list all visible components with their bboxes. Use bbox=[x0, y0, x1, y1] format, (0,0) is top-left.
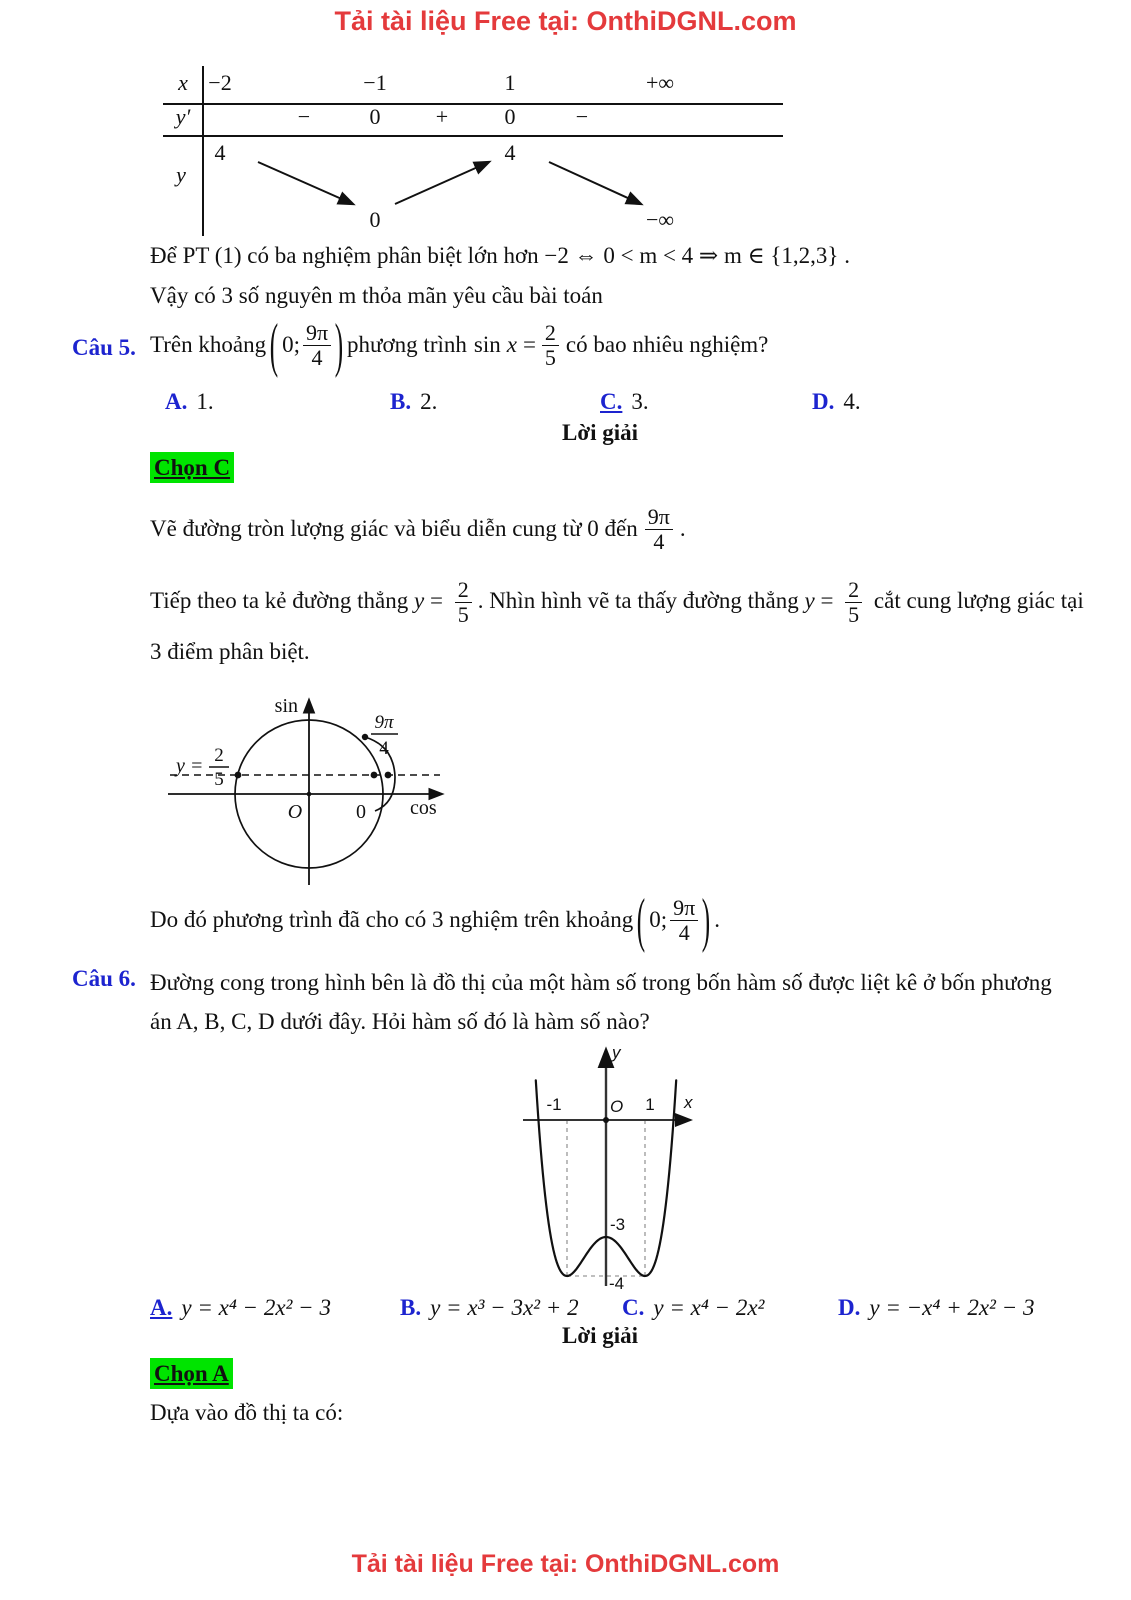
vt-yprime-sign: 0 bbox=[504, 104, 516, 129]
nine-pi-over-4-fraction: $\frac{9\pi}{4}$ bbox=[645, 505, 673, 554]
vt-x-value: −1 bbox=[363, 70, 387, 95]
interval-fraction: $\frac{9\pi}{4}$ bbox=[670, 896, 698, 945]
cau6-option-a bbox=[150, 1292, 331, 1323]
graph-x1-label: 1 bbox=[645, 1095, 655, 1114]
interval-fraction: $\frac{9\pi}{4}$ bbox=[303, 321, 331, 370]
sol-text: cắt cung lượng giác tại 3 điểm phân biệt. bbox=[150, 588, 1084, 664]
cau5-option-c bbox=[600, 386, 649, 417]
option-letter: A. bbox=[165, 389, 188, 414]
option-letter: D. bbox=[838, 1295, 861, 1320]
vt-y-end: −∞ bbox=[645, 207, 675, 232]
decrease-arrow bbox=[258, 162, 353, 204]
solution4-line2: Vậy có 3 số nguyên m thỏa mãn yêu cầu bài toán bbox=[150, 283, 603, 308]
cau5-conclusion bbox=[150, 886, 720, 954]
option-letter: D. bbox=[812, 389, 835, 414]
vt-y-min: 0 bbox=[369, 207, 381, 232]
vt-x-value: −2 bbox=[208, 70, 232, 95]
option-letter-correct: C. bbox=[600, 389, 623, 414]
two-fifths-fraction: $\frac{2}{5}$ bbox=[455, 578, 472, 627]
cau6-option-b bbox=[400, 1292, 579, 1323]
cau6-loi-giai-heading: Lời giải bbox=[562, 1323, 638, 1348]
option-formula: y = x⁴ − 2x² bbox=[653, 1295, 765, 1320]
footer-banner: Tải tài liệu Free tại: OnthiDGNL.com bbox=[351, 1550, 780, 1578]
option-formula: y = x⁴ − 2x² − 3 bbox=[181, 1295, 331, 1320]
header-banner: Tải tài liệu Free tại: OnthiDGNL.com bbox=[334, 6, 797, 36]
option-formula: y = −x⁴ + 2x² − 3 bbox=[869, 1295, 1035, 1320]
cau6-label: Câu 6. bbox=[72, 966, 136, 991]
graph-x-label: x bbox=[684, 1093, 693, 1112]
sin-symbol: sin bbox=[473, 332, 501, 358]
vt-x-label: x bbox=[178, 70, 188, 95]
option-text: 2. bbox=[420, 389, 438, 414]
cau5-chosen-answer: Chọn C bbox=[150, 452, 234, 483]
sin-axis-label: sin bbox=[274, 695, 298, 717]
cau6-chosen-answer: Chọn A bbox=[150, 1358, 233, 1389]
cau5-question bbox=[150, 306, 768, 384]
equals-sign: = bbox=[820, 588, 834, 613]
conclusion-text: Do đó phương trình đã cho có 3 nghiệm trên khoảng bbox=[150, 907, 634, 933]
open-paren: ( bbox=[269, 311, 279, 378]
quartic-graph-figure bbox=[492, 1036, 712, 1292]
increase-arrow bbox=[395, 162, 489, 204]
option-text: 1. bbox=[196, 389, 214, 414]
option-letter: B. bbox=[390, 389, 412, 414]
cau5-option-d bbox=[812, 386, 861, 417]
graph-xm1-label: -1 bbox=[546, 1095, 562, 1114]
var-y: y bbox=[413, 588, 425, 613]
var-x: x bbox=[506, 332, 517, 358]
intersection-dot bbox=[385, 772, 392, 779]
variation-table bbox=[163, 66, 785, 238]
close-paren: ) bbox=[334, 311, 344, 378]
sol-text: Tiếp theo ta kẻ đường thẳng bbox=[150, 588, 409, 613]
variation-arrows bbox=[163, 66, 785, 238]
origin-label: O bbox=[287, 801, 303, 823]
sol-text: Vẽ đường tròn lượng giác và biểu diễn cung từ 0 đến bbox=[150, 516, 638, 542]
option-text: 4. bbox=[843, 389, 861, 414]
arc-end-dot bbox=[362, 734, 368, 740]
vt-yprime-sign: + bbox=[435, 104, 449, 129]
cau5-sol-line1 bbox=[150, 498, 686, 560]
vt-y-max: 4 bbox=[504, 140, 516, 165]
y-eq-label: y = bbox=[176, 755, 204, 777]
frac25-num: 2 bbox=[214, 745, 224, 766]
interval-start: 0; bbox=[282, 332, 300, 358]
cau5-option-a bbox=[165, 386, 214, 417]
frac25-den: 5 bbox=[214, 769, 224, 790]
cos-axis-label: cos bbox=[410, 797, 437, 819]
equals-sign: = bbox=[429, 588, 443, 613]
interval bbox=[649, 896, 698, 945]
cau5-option-b bbox=[390, 386, 437, 417]
graph-y-label: y bbox=[612, 1043, 621, 1062]
close-paren: ) bbox=[702, 886, 711, 953]
cau5-label: Câu 5. bbox=[72, 335, 136, 360]
option-letter-correct: A. bbox=[150, 1295, 173, 1320]
vt-y-label: y bbox=[176, 162, 186, 187]
cau5-sol-line2 bbox=[150, 576, 1085, 677]
cau5-equation bbox=[474, 321, 559, 370]
period: . bbox=[714, 907, 720, 933]
cau5-loi-giai-heading: Lời giải bbox=[562, 420, 638, 445]
option-letter: B. bbox=[400, 1295, 422, 1320]
sol-text: . Nhìn hình vẽ ta thấy đường thẳng bbox=[477, 588, 799, 613]
two-fifths-fraction: $\frac{2}{5}$ bbox=[845, 578, 862, 627]
two-fifths-fraction: $\frac{2}{5}$ bbox=[542, 321, 559, 370]
frac9pi4-den: 4 bbox=[379, 738, 389, 759]
cau5-interval bbox=[282, 321, 331, 370]
solution4-line1: Để PT (1) có ba nghiệm phân biệt lớn hơn −2 ⇔ 0 < m < 4 ⇒ m ∈ {1,2,3} . bbox=[150, 243, 850, 268]
cau6-question: Đường cong trong hình bên là đồ thị của một hàm số trong bốn hàm số được liệt kê ở bốn phương án A, B, C, D dưới đây. Hỏi hàm số đó là hàm số nào? bbox=[150, 970, 1052, 1034]
vt-yprime-sign: − bbox=[575, 104, 589, 129]
cau5-q-text3: có bao nhiêu nghiệm? bbox=[565, 332, 769, 358]
option-letter: C. bbox=[622, 1295, 645, 1320]
intersection-dot bbox=[235, 772, 242, 779]
option-formula: y = x³ − 3x² + 2 bbox=[430, 1295, 579, 1320]
vt-yprime-sign: 0 bbox=[369, 104, 381, 129]
vt-yprime-label: y′ bbox=[175, 104, 191, 129]
vt-x-value: +∞ bbox=[645, 70, 675, 95]
cau6-after-text: Dựa vào đồ thị ta có: bbox=[150, 1400, 344, 1425]
vt-yprime-sign: − bbox=[297, 104, 311, 129]
option-text: 3. bbox=[631, 389, 649, 414]
vt-y-start: 4 bbox=[214, 140, 226, 165]
cau6-option-d bbox=[838, 1292, 1034, 1323]
var-y: y bbox=[804, 588, 815, 613]
graph-origin-label: O bbox=[610, 1097, 624, 1116]
unit-circle-figure bbox=[148, 670, 458, 888]
equals-sign: = bbox=[522, 332, 536, 358]
graph-origin-dot bbox=[603, 1117, 609, 1123]
graph-ym4-label: -4 bbox=[609, 1274, 625, 1292]
cau6-option-c bbox=[622, 1292, 764, 1323]
cau5-chosen-answer-wrap bbox=[150, 452, 234, 483]
open-paren: ( bbox=[637, 886, 646, 953]
period: . bbox=[679, 516, 686, 542]
cau6-chosen-answer-wrap bbox=[150, 1358, 233, 1389]
frac9pi4-num: 9π bbox=[374, 712, 394, 733]
interval-start: 0; bbox=[649, 907, 668, 933]
intersection-dot bbox=[371, 772, 378, 779]
cau5-q-text1: Trên khoảng bbox=[150, 332, 267, 358]
origin-dot bbox=[307, 792, 312, 797]
vt-x-value: 1 bbox=[504, 70, 516, 95]
decrease-arrow bbox=[549, 162, 641, 204]
graph-ym3-label: -3 bbox=[610, 1215, 626, 1234]
zero-label: 0 bbox=[356, 801, 366, 823]
cau5-q-text2: phương trình bbox=[347, 332, 467, 358]
